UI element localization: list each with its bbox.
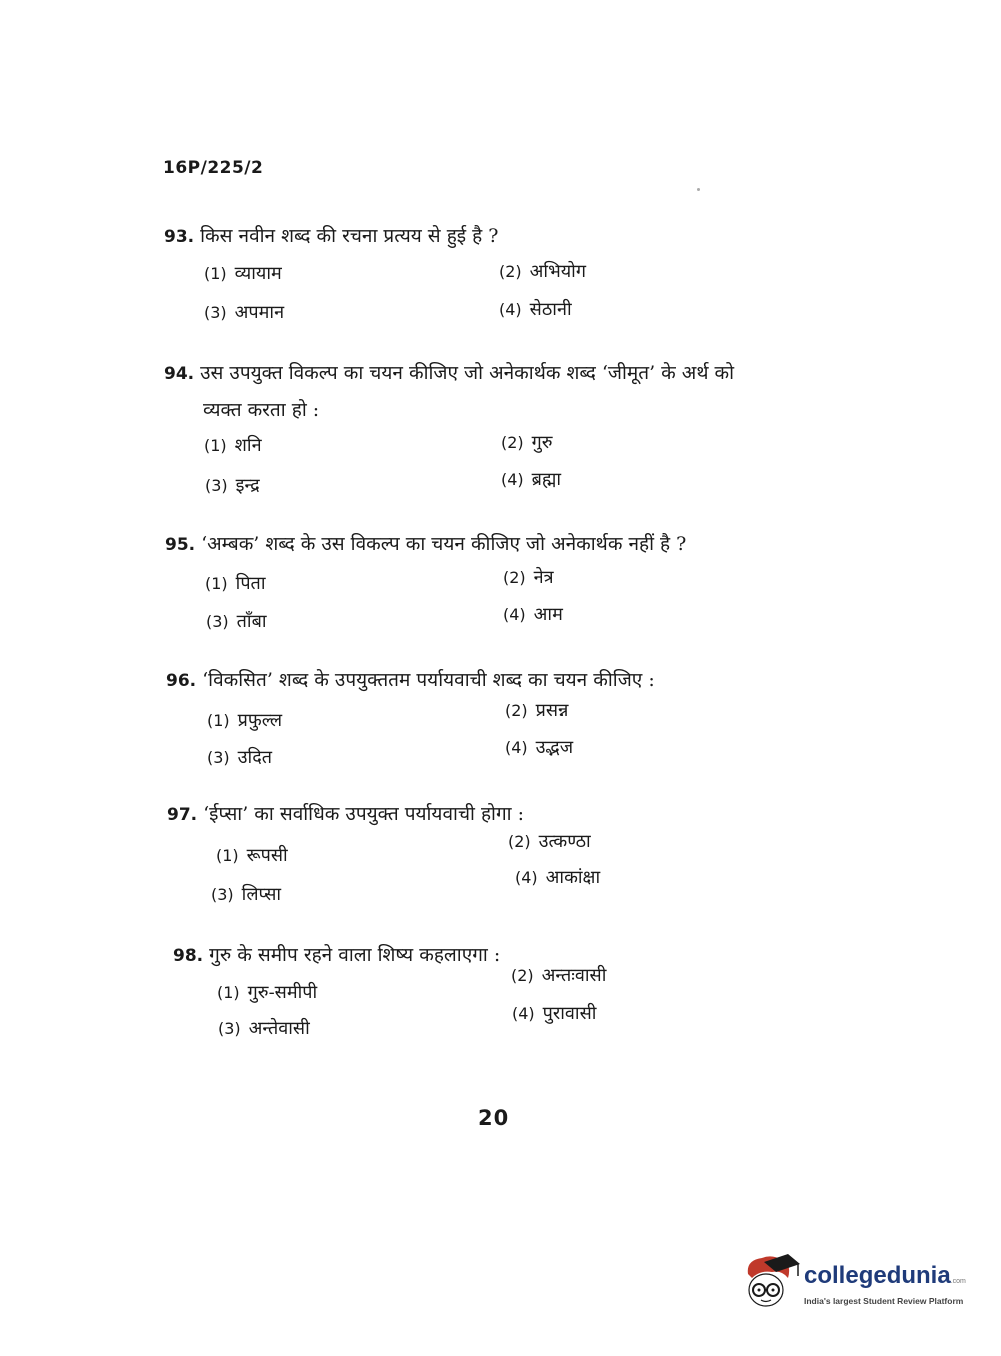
- option-1: [205, 571, 265, 595]
- student-mascot-icon: [742, 1252, 802, 1312]
- option-1: [216, 843, 288, 867]
- option-number: (2): [511, 966, 534, 985]
- option-number: (2): [499, 262, 522, 281]
- option-text: पुरावासी: [542, 1003, 597, 1024]
- option-4: [499, 297, 572, 321]
- logo-suffix: .com: [950, 1278, 966, 1285]
- question-text: [173, 941, 500, 967]
- question-number: 93.: [164, 227, 195, 247]
- option-text: अन्तःवासी: [541, 965, 607, 986]
- option-number: (4): [501, 470, 524, 489]
- option-number: (3): [218, 1019, 241, 1038]
- option-text: सेठानी: [529, 299, 572, 320]
- option-text: अपमान: [234, 302, 285, 323]
- option-number: (1): [217, 983, 240, 1002]
- option-number: (3): [206, 612, 229, 631]
- collegedunia-logo: [742, 1252, 972, 1312]
- question-number: 94.: [164, 364, 195, 384]
- question-stem: ‘विकसित’ शब्द के उपयुक्ततम पर्यायवाची शब्द का चयन कीजिए :: [202, 669, 655, 691]
- option-3: [207, 745, 272, 769]
- option-text: इन्द्र: [235, 475, 260, 496]
- option-number: (1): [204, 264, 227, 283]
- option-4: [512, 1001, 596, 1025]
- option-3: [204, 300, 284, 324]
- option-1: [204, 261, 282, 285]
- option-text: लिप्सा: [241, 884, 282, 905]
- option-2: [505, 698, 568, 722]
- question-text: [164, 359, 734, 385]
- option-number: (4): [503, 605, 526, 624]
- option-number: (3): [204, 303, 227, 322]
- option-text: उत्कण्ठा: [538, 831, 591, 852]
- option-text: गुरु: [531, 432, 553, 453]
- question-text-continued: व्यक्त करता हो :: [203, 399, 320, 421]
- option-number: (2): [501, 433, 524, 452]
- option-2: [499, 259, 586, 283]
- option-1: [204, 433, 262, 457]
- question-number: 97.: [167, 805, 198, 825]
- option-text: उदित: [237, 747, 273, 768]
- question-text: [165, 530, 686, 556]
- option-text: उद्भज: [535, 737, 574, 758]
- option-2: [508, 829, 591, 853]
- question-stem: ‘ईप्सा’ का सर्वाधिक उपयुक्त पर्यायवाची होगा :: [203, 803, 525, 825]
- option-text: अन्तेवासी: [248, 1018, 310, 1039]
- option-text: व्यायाम: [234, 263, 282, 284]
- option-text: शनि: [234, 435, 262, 456]
- option-number: (2): [505, 701, 528, 720]
- option-text: प्रफुल्ल: [237, 710, 283, 731]
- option-number: (4): [515, 868, 538, 887]
- option-2: [501, 430, 553, 454]
- scan-speck: [697, 188, 700, 191]
- option-text: पिता: [235, 573, 266, 594]
- option-number: (4): [512, 1004, 535, 1023]
- option-4: [505, 735, 573, 759]
- question-number: 95.: [165, 535, 196, 555]
- option-4: [501, 467, 561, 491]
- question-text: [164, 222, 498, 248]
- option-1: [217, 980, 317, 1004]
- option-3: [206, 609, 267, 633]
- option-2: [503, 565, 554, 589]
- option-4: [503, 602, 563, 626]
- question-stem: गुरु के समीप रहने वाला शिष्य कहलाएगा :: [209, 944, 501, 966]
- option-4: [515, 865, 600, 889]
- option-number: (4): [505, 738, 528, 757]
- paper-code: 16P/225/2: [163, 158, 264, 178]
- option-text: ब्रह्मा: [531, 469, 562, 490]
- option-number: (1): [205, 574, 228, 593]
- logo-wordmark: [804, 1262, 966, 1290]
- option-number: (2): [503, 568, 526, 587]
- option-number: (3): [205, 476, 228, 495]
- option-text: आकांक्षा: [545, 867, 601, 888]
- question-text: [166, 666, 655, 692]
- question-stem: ‘अम्बक’ शब्द के उस विकल्प का चयन कीजिए जो अनेकार्थक नहीं है ?: [201, 533, 687, 555]
- option-text: अभियोग: [529, 261, 586, 282]
- option-1: [207, 708, 282, 732]
- page-number: 20: [478, 1106, 510, 1130]
- option-text: रूपसी: [246, 845, 288, 866]
- question-number: 96.: [166, 671, 197, 691]
- question-text: [167, 800, 524, 826]
- option-3: [218, 1016, 310, 1040]
- question-number: 98.: [173, 946, 204, 966]
- option-text: गुरु-समीपी: [247, 982, 318, 1003]
- option-number: (1): [207, 711, 230, 730]
- question-stem: उस उपयुक्त विकल्प का चयन कीजिए जो अनेकार्थक शब्द ‘जीमूत’ के अर्थ को: [200, 362, 735, 384]
- option-number: (4): [499, 300, 522, 319]
- option-number: (3): [207, 748, 230, 767]
- logo-name: collegedunia: [804, 1262, 951, 1289]
- option-text: प्रसन्न: [535, 700, 569, 721]
- question-stem: किस नवीन शब्द की रचना प्रत्यय से हुई है ?: [200, 225, 499, 247]
- option-text: नेत्र: [533, 567, 554, 588]
- option-number: (1): [216, 846, 239, 865]
- option-3: [205, 473, 260, 497]
- option-number: (1): [204, 436, 227, 455]
- logo-tagline: India's largest Student Review Platform: [804, 1296, 964, 1306]
- option-number: (2): [508, 832, 531, 851]
- option-text: आम: [533, 604, 563, 625]
- option-3: [211, 882, 281, 906]
- option-2: [511, 963, 606, 987]
- option-number: (3): [211, 885, 234, 904]
- option-text: ताँबा: [236, 611, 267, 632]
